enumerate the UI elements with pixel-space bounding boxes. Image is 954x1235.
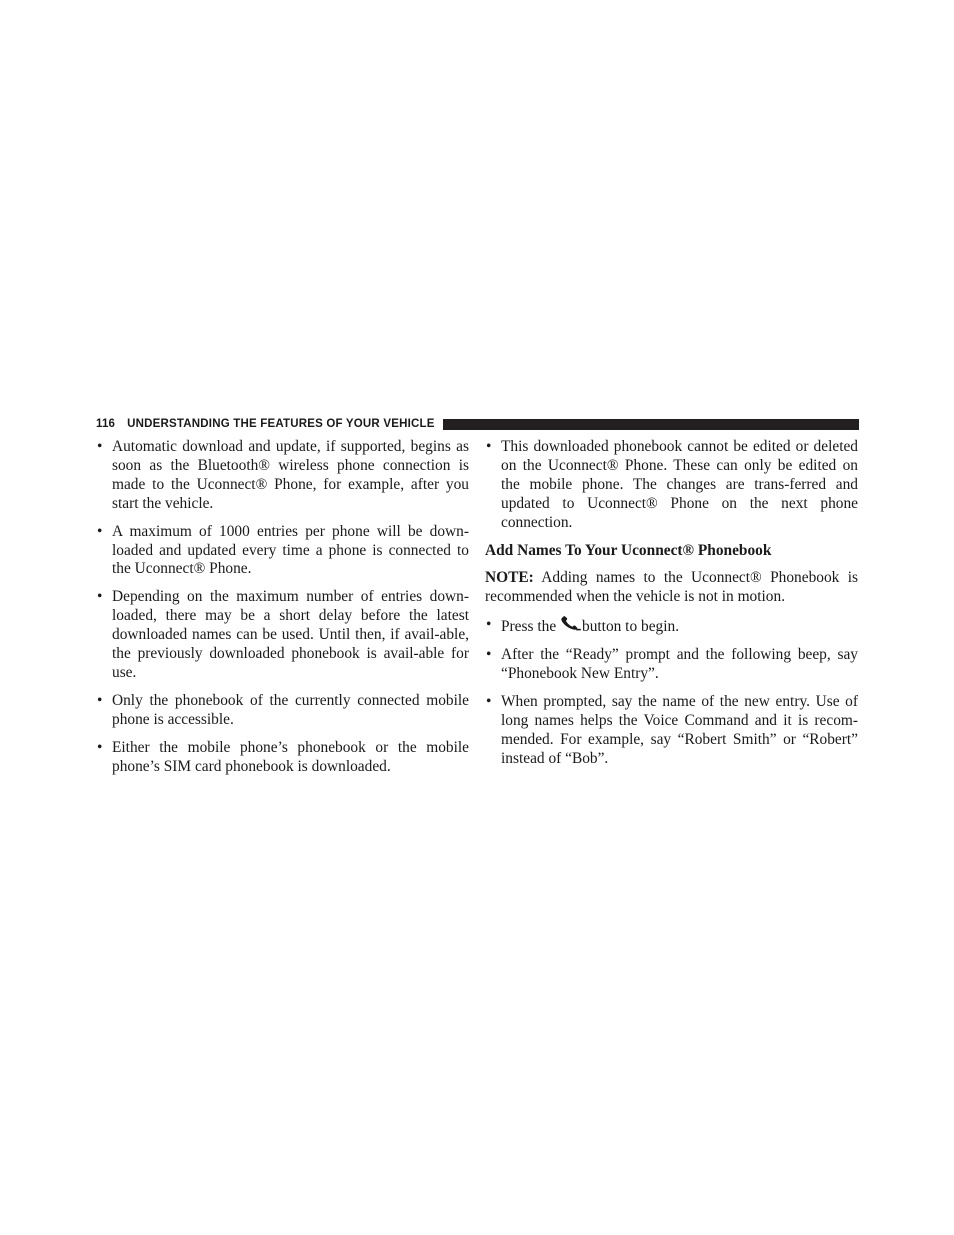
list-item-text: Depending on the maximum number of entries down-loaded, there may be a short delay before the latest downloaded names can be used. Until then, if avail-able, the previously downloaded phonebook is avail-able for use. <box>112 588 469 681</box>
list-item <box>96 523 469 580</box>
press-text-after: button to begin. <box>582 618 680 636</box>
header-rule <box>443 419 859 430</box>
bullet-dot: • <box>97 738 103 756</box>
section-title: UNDERSTANDING THE FEATURES OF YOUR VEHICLE <box>127 418 435 430</box>
note-text: Adding names to the Uconnect® Phonebook is recommended when the vehicle is not in motion. <box>485 569 858 606</box>
list-item-text: Either the mobile phone’s phonebook or the mobile phone’s SIM card phonebook is downloaded. <box>112 738 469 775</box>
bullet-dot: • <box>97 691 103 709</box>
list-item <box>96 438 469 514</box>
list-item <box>485 646 858 684</box>
list-item-text: Automatic download and update, if supported, begins as soon as the Bluetooth® wireless phone connection is made to the Uconnect® Phone, for example, after you start the vehicle. <box>112 438 469 512</box>
list-item <box>96 588 469 683</box>
list-item-text <box>501 616 858 637</box>
bullet-dot: • <box>97 438 103 455</box>
list-item-text: This downloaded phonebook cannot be edited or deleted on the Uconnect® Phone. These can only be edited on the mobile phone. The changes are trans-ferred and updated to Uconnect® Phone on the next phone connection. <box>501 438 858 531</box>
bullet-dot: • <box>486 692 492 710</box>
list-item <box>96 692 469 730</box>
phone-icon <box>560 616 582 632</box>
bullet-dot: • <box>486 646 492 664</box>
section-heading: Add Names To Your Uconnect® Phonebook <box>485 541 772 559</box>
list-item <box>96 739 469 777</box>
list-item <box>485 616 858 637</box>
page-header <box>96 415 859 433</box>
list-item-text: Only the phonebook of the currently connected mobile phone is accessible. <box>112 691 469 728</box>
left-column <box>96 438 469 786</box>
bullet-dot: • <box>97 522 103 540</box>
bullet-dot: • <box>486 438 492 455</box>
bullet-dot: • <box>97 588 103 606</box>
list-item-text: A maximum of 1000 entries per phone will be down-loaded and updated every time a phone is connected to the Uconnect® Phone. <box>112 522 469 578</box>
bullet-dot: • <box>486 616 492 634</box>
page-number: 116 <box>96 418 116 430</box>
list-item <box>485 693 858 769</box>
list-item-text: After the “Ready” prompt and the following beep, say “Phonebook New Entry”. <box>501 646 858 683</box>
note-paragraph <box>485 569 858 607</box>
note-label: NOTE: <box>485 569 534 587</box>
press-text-before: Press the <box>501 618 560 636</box>
list-item-text: When prompted, say the name of the new entry. Use of long names helps the Voice Command and it is recom-mended. For example, say “Robert Smith” or “Robert” instead of “Bob”. <box>501 692 858 767</box>
right-column <box>485 438 858 778</box>
list-item <box>485 438 858 533</box>
